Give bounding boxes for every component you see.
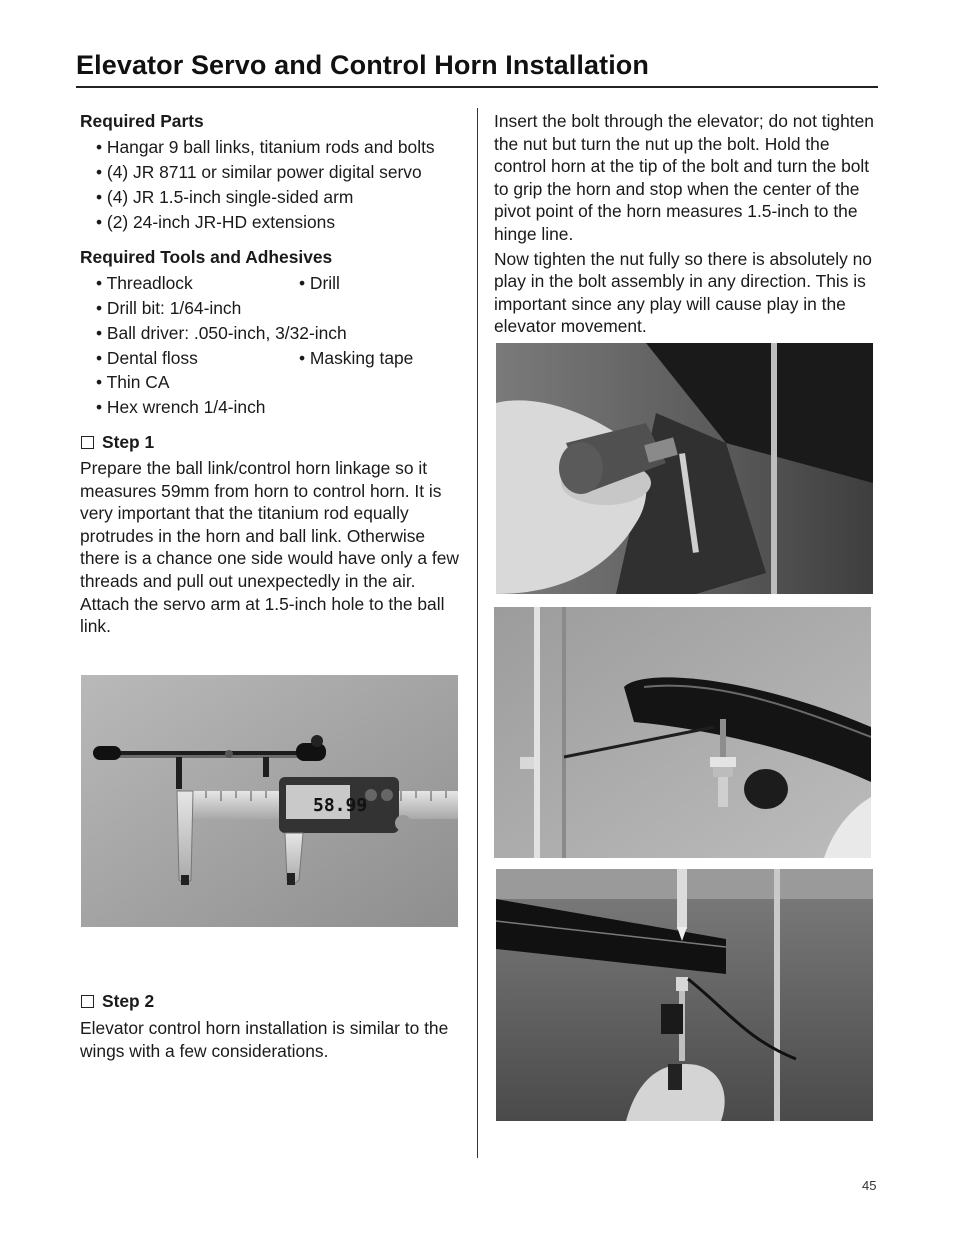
required-parts-heading: Required Parts — [80, 111, 204, 131]
tool-masking-tape: • Masking tape — [299, 347, 414, 368]
list-item: • (4) JR 8711 or similar power digital servo — [96, 161, 422, 182]
step1-text: Prepare the ball link/control horn linkage so it measures 59mm from horn to control horn. It is very important that the titanium rod equally protrudes in the horn and ball link. Otherwise there is a chance one side would have only a few threads and pull out unexpectedly in the air. Attach the servo arm at 1.5-inch hole to the ball link. — [80, 458, 459, 637]
list-item: • Thin CA — [96, 372, 170, 393]
required-tools-list — [96, 272, 462, 420]
checkbox-icon[interactable] — [81, 436, 94, 449]
tool-dental-floss: • Dental floss — [96, 347, 198, 368]
checkbox-icon[interactable] — [81, 995, 94, 1008]
column-divider — [477, 108, 478, 1158]
right-column — [494, 110, 878, 338]
left-column — [80, 110, 462, 638]
step2-title: Step 2 — [102, 991, 155, 1011]
tool-threadlock: • Threadlock — [96, 272, 193, 293]
right-paragraph-1: Insert the bolt through the elevator; do not tighten the nut but turn the nut up the bolt. Hold the control horn at the tip of the bolt and turn the bolt to grip the horn and stop when the center of the pivot point of the horn measures 1.5-inch to the hinge line. — [494, 111, 874, 244]
page-title: Elevator Servo and Control Horn Installation — [76, 50, 649, 80]
list-item: • Drill bit: 1/64-inch — [96, 297, 242, 318]
right-paragraph-2: Now tighten the nut fully so there is absolutely no play in the bolt assembly in any direction. This is important since any play will cause play in the elevator movement. — [494, 248, 872, 337]
step1-heading — [80, 431, 462, 453]
threadlock-photo — [496, 343, 873, 594]
step1-title: Step 1 — [102, 432, 155, 453]
step2-section — [80, 990, 462, 1062]
required-parts-list — [96, 136, 462, 234]
title-rule — [76, 86, 878, 88]
list-item — [96, 347, 462, 370]
step1-section — [80, 431, 462, 638]
bolt-nut-photo — [494, 607, 871, 858]
tighten-nut-photo — [496, 869, 873, 1121]
list-item — [96, 272, 462, 295]
step2-text: Elevator control horn installation is similar to the wings with a few considerations. — [80, 1018, 449, 1061]
caliper-reading: 58.99 — [313, 795, 368, 816]
page-number: 45 — [862, 1178, 877, 1193]
list-item: • Hex wrench 1/4-inch — [96, 397, 266, 418]
list-item: • Hangar 9 ball links, titanium rods and bolts — [96, 137, 435, 157]
required-tools-heading: Required Tools and Adhesives — [80, 246, 333, 267]
list-item: • (4) JR 1.5-inch single-sided arm — [96, 186, 354, 207]
step2-heading — [80, 990, 462, 1012]
list-item: • Ball driver: .050-inch, 3/32-inch — [96, 322, 347, 343]
caliper-photo — [81, 675, 458, 927]
required-parts-section — [80, 110, 462, 234]
tool-drill: • Drill — [299, 272, 340, 293]
required-tools-section — [80, 246, 462, 420]
list-item: • (2) 24-inch JR-HD extensions — [96, 211, 336, 232]
